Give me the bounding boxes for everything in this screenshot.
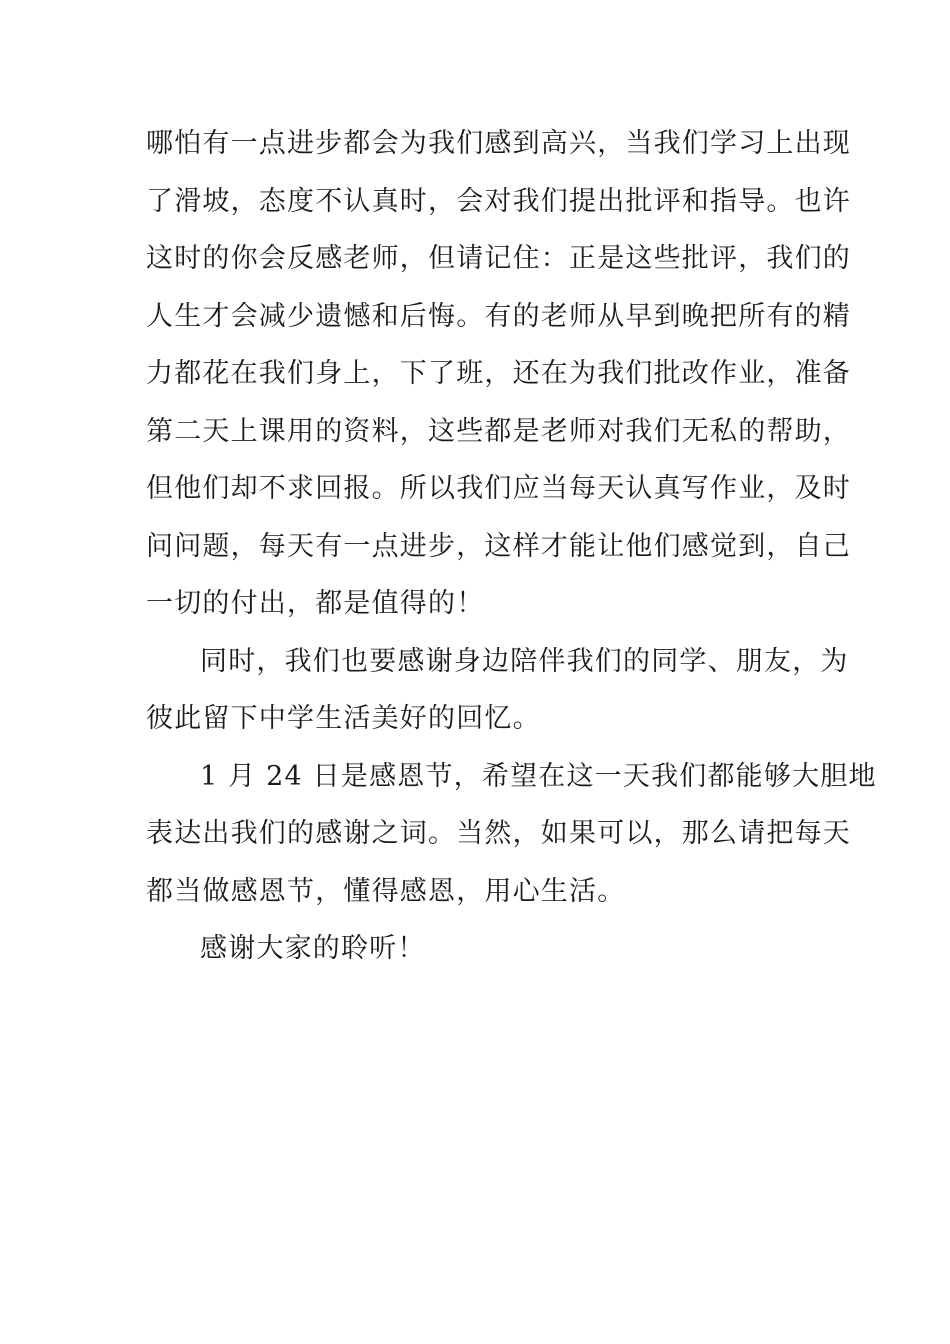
- text-line: 表达出我们的感谢之词。当然，如果可以，那么请把每天: [146, 818, 851, 849]
- text-line: 都当做感恩节，懂得感恩，用心生活。: [146, 875, 626, 907]
- closing-line: 感谢大家的聆听！: [200, 933, 426, 964]
- text-line: 哪怕有一点进步都会为我们感到高兴，当我们学习上出现: [146, 128, 851, 159]
- body-text: [146, 115, 877, 978]
- text-line: 第二天上课用的资料，这些都是老师对我们无私的帮助，: [146, 415, 851, 447]
- text-line: 问问题，每天有一点进步，这样才能让他们感觉到，自己: [146, 530, 851, 562]
- text-line: 但他们却不求回报。所以我们应当每天认真写作业，及时: [146, 473, 851, 504]
- text-line: 这时的你会反感老师，但请记住：正是这些批评，我们的: [146, 243, 851, 274]
- text-line: 彼此留下中学生活美好的回忆。: [146, 703, 541, 734]
- text-line: 人生才会减少遗憾和后悔。有的老师从早到晚把所有的精: [146, 300, 851, 332]
- text-line: 力都花在我们身上，下了班，还在为我们批改作业，准备: [146, 358, 851, 389]
- text-line: 一切的付出，都是值得的！: [146, 588, 485, 619]
- paragraph-start-line: 1 月 24 日是感恩节，希望在这一天我们都能够大胆地: [200, 760, 877, 792]
- text-line: 了滑坡，态度不认真时，会对我们提出批评和指导。也许: [146, 185, 851, 217]
- paragraph-start-line: 同时，我们也要感谢身边陪伴我们的同学、朋友，为: [200, 645, 849, 677]
